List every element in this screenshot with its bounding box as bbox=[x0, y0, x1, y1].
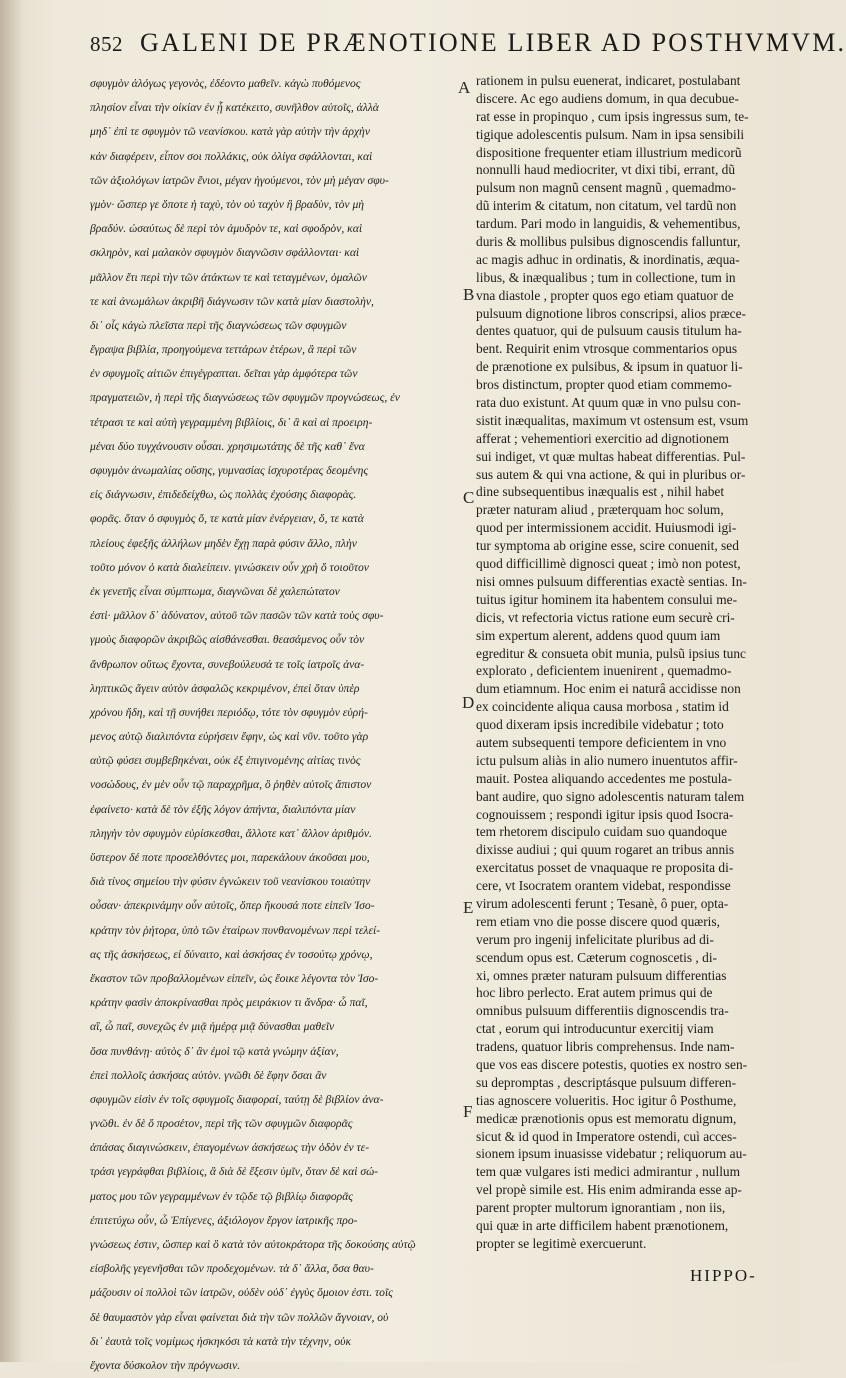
latin-text-line: dum etiamnum. Hoc enim ei naturâ accidisse non bbox=[476, 681, 741, 697]
latin-text-line: autem subsequenti tempore deficientem in vno bbox=[476, 734, 727, 750]
latin-text-line: duris & mollibus pulsibus dignoscendis falluntur, bbox=[476, 234, 741, 250]
greek-text-line: δι᾽ οἷς κἀγὼ πλεῖστα περὶ τῆς διαγνώσεως τῶν σφυγμῶν bbox=[90, 318, 347, 332]
greek-text-line: ας τῆς ἀσκήσεως, εἰ δύναιτο, καὶ ἀσκήσας ἐν τοσούτῳ χρόνῳ, bbox=[90, 947, 373, 961]
latin-text-line: sus autem & qui vna actione, & qui in pluribus or- bbox=[476, 466, 746, 482]
greek-text-line: διὰ τίνος σημείου τὴν φύσιν ἐγνώκειν τοῦ νεανίσκου τοιαύτην bbox=[90, 875, 371, 889]
latin-text-line: ctat , eorum qui introducuntur exercitij viam bbox=[476, 1021, 714, 1037]
margin-marker-f: F bbox=[463, 1102, 473, 1121]
latin-text-line: quod per intermissionem accidit. Huiusmodi igi- bbox=[476, 520, 737, 536]
greek-text-line: ἐπεὶ πολλοῖς ἀσκήσας αὐτὸν. γνῶθι δὲ ἔφην ὅσαι ἂν bbox=[90, 1068, 327, 1082]
latin-text-line: pulsuum dignotione libros conscripsi, alios præce- bbox=[476, 305, 747, 321]
greek-text-line: ὅσα πυνθάνῃ· αὐτὸς δ᾽ ἂν ἐμοὶ τῷ κατὰ γνώμην ἀξίαν, bbox=[90, 1044, 339, 1058]
margin-marker-c: C bbox=[463, 488, 475, 507]
greek-text-line: γμοὺς διαφορῶν ἀκριβῶς αἰσθάνεσθαι. θεασάμενος οὖν τὸν bbox=[90, 633, 365, 647]
greek-text-line: ἐπιτετύχω οὖν, ὦ Ἐπίγενες, ἀξιόλογον ἔργον ἰατρικῆς προ- bbox=[90, 1213, 358, 1227]
greek-text-line: φορᾶς. ὅταν ὁ σφυγμὸς ὅ, τε κατὰ μίαν ἐνέργειαν, ὅ, τε κατὰ bbox=[90, 512, 364, 526]
latin-text-line: rata duo existunt. At quum quæ in vno pulsu con- bbox=[476, 395, 741, 411]
latin-text-line: parent propter multorum ignorantiam , non iis, bbox=[476, 1200, 726, 1216]
spine-shadow bbox=[0, 0, 24, 1362]
latin-text-line: dixisse audiui ; qui quum rogaret an tribus annis bbox=[476, 842, 735, 858]
latin-text-line: explorato , deficientem inuenirent , quemadmo- bbox=[476, 663, 732, 679]
greek-text-line: αἳ, ὦ παῖ, συνεχῶς ἐν μιᾷ ἡμέρᾳ μιᾷ δύνασθαι μαθεῖν bbox=[90, 1020, 335, 1034]
latin-text-line: tardum. Pari modo in languidis, & vehementibus, bbox=[476, 216, 741, 232]
margin-marker-b: B bbox=[463, 285, 475, 304]
latin-text-line: virum adolescenti ferunt ; Tesanè, ô puer, opta- bbox=[476, 895, 729, 911]
greek-text-line: ληπτικῶς ἄγειν αὐτὸν ἀσφαλῶς κεκριμένον, ἐπεὶ ὅταν ὑπὲρ bbox=[90, 681, 360, 695]
greek-text-line: αὐτῷ φύσει συμβεβηκέναι, οὐκ ἐξ ἐπιγινομένης αἰτίας τινὸς bbox=[90, 754, 361, 768]
greek-text-line: δι᾽ ἑαυτὰ τοῖς νομίμως ἠσκηκόσι τὰ κατὰ τὴν τέχνην, οὐκ bbox=[90, 1334, 352, 1348]
running-title: GALENI DE PRÆNOTIONE LIBER AD POSTHVMVM. bbox=[140, 28, 846, 57]
latin-text-line: tigique adolescentis pulsum. Nam in ipsa sensibili bbox=[476, 126, 745, 142]
greek-text-line: ἔγραψα βιβλία, προηγούμενα τεττάρων ἑτέρων, ἃ περὶ τῶν bbox=[90, 343, 357, 357]
latin-text-line: sistit inæqualitas, maximum vt ostensum est, vsum bbox=[476, 412, 749, 428]
greek-text-line: εἰς διάγνωσιν, ἐπιδεδείχθω, ὡς πολλὰς ἐχούσης διαφορὰς. bbox=[90, 488, 357, 502]
latin-text-line: tias agnoscere volueritis. Hoc igitur ô Posthume, bbox=[476, 1092, 737, 1108]
margin-marker-d: D bbox=[462, 693, 475, 712]
latin-text-line: ex coincidente aliqua causa morbosa , statim id bbox=[476, 699, 729, 715]
latin-text-line: mauit. Postea aliquando accedentes me postula- bbox=[476, 770, 732, 786]
latin-text-line: libus, & inæqualibus ; tum in collectione, tum in bbox=[476, 269, 736, 285]
latin-text-line: rem etiam vno die posse discere quod quæris, bbox=[476, 913, 720, 929]
latin-text-line: rat esse in propinquo , cum ipsis ingressus sum, te- bbox=[476, 108, 749, 124]
greek-text-line: σφυγμὸν ἀλόγως γεγονὸς, ἐδέοντο μαθεῖν. κἀγὼ πυθόμενος bbox=[90, 77, 361, 90]
greek-text-line: πλησίον εἶναι τὴν οἰκίαν ἐν ᾗ κατέκειτο, συνῆλθον αὐτοῖς, ἀλλὰ bbox=[90, 101, 379, 115]
greek-text-line: σκληρὸν, καὶ μαλακὸν σφυγμὸν διαγνῶσιν σφάλλονται· καὶ bbox=[90, 246, 360, 260]
greek-text-line: οὖσαν· ἀπεκρινάμην οὖν αὐτοῖς, ὅπερ ἤκουσά ποτε εἰπεῖν Ἰσο- bbox=[90, 899, 375, 913]
greek-text-line: τοῦτο μόνον ὁ κατὰ διαλείπειν. γινώσκειν οὖν χρὴ ὅ τοιοῦτον bbox=[90, 560, 369, 574]
latin-text-line: omnibus pulsuum differentiis dignoscendis tra- bbox=[476, 1003, 729, 1019]
greek-text-line: κἀν διαφέρειν, εἶπον σοι πολλάκις, οὐκ ὀλίγα σφάλλονται, καὶ bbox=[90, 149, 373, 163]
latin-text-line: discere. Ac ego audiens domum, in qua decubue- bbox=[476, 90, 739, 106]
greek-text-line: γμὸν· ὥσπερ γε ὅποτε ἡ ταχὺ, τὸν οὐ ταχὺν ἢ βραδὺν, τὸν μὴ bbox=[90, 197, 365, 211]
greek-text-line: πλείους ἐφεξῆς ἀλλήλων μηδὲν ἔχῃ παρὰ φύσιν ἄλλο, πλὴν bbox=[90, 536, 357, 550]
latin-text-line: propter se legitimè exercuerunt. bbox=[476, 1235, 647, 1251]
latin-text-line: pulsum non magnũ censent magnũ , quemadmo- bbox=[476, 180, 736, 196]
latin-text-line: hoc libro perlecto. Erat autem primus qui de bbox=[476, 985, 713, 1001]
latin-text-line: sui indiget, vt quæ multas habeat differentias. Pul- bbox=[476, 448, 746, 464]
greek-text-line: ὕστερον δέ ποτε προσελθόντες μοι, παρεκάλουν ἀκοῦσαι μου, bbox=[90, 851, 370, 864]
latin-text-line: xi, omnes præter naturam pulsuum differentias bbox=[476, 967, 727, 983]
greek-text-line: ἔχοντα δύσκολον τὴν πρόγνωσιν. bbox=[90, 1358, 241, 1372]
latin-text-line: vna diastole , propter quos ego etiam quatuor de bbox=[476, 287, 734, 303]
greek-text-line: μᾶλλον ἔτι περὶ τὴν τῶν ἀτάκτων τε καὶ τεταγμένων, ὁμαλῶν bbox=[90, 270, 367, 284]
greek-text-line: τῶν ἀξιολόγων ἰατρῶν ἔνιοι, μέγαν ἡγούμενοι, τὸν μὴ μέγαν σφυ- bbox=[90, 173, 389, 187]
greek-text-line: ἐκ γενετῆς εἶναι σύμπτωμα, διαγνῶναι δὲ χαλεπώτατον bbox=[90, 584, 340, 598]
greek-text-line: ἕκαστον τῶν προβαλλομένων εἰπεῖν, ὡς ἔοικε λέγοντα τὸν Ἰσο- bbox=[90, 971, 379, 985]
latin-text-line: exercitatus posset de vnaquaque re proposita di- bbox=[476, 860, 734, 876]
greek-text-line: χρόνου ἤδη, καὶ τῇ συνήθει περιόδῳ, τότε τὸν σφυγμὸν εὑρή- bbox=[90, 705, 368, 719]
latin-text-line: vel propè simile est. His enim admiranda esse ap- bbox=[476, 1182, 742, 1198]
latin-text-line: ictu pulsum aliàs in alio numero inuentutos affir- bbox=[476, 752, 738, 768]
latin-text-line: ac magis adhuc in ordinatis, & inordinatis, æqua- bbox=[476, 251, 740, 267]
latin-text-line: cere, vt Isocratem orantem videbat, respondisse bbox=[476, 878, 731, 894]
greek-text-line: ἐστὶ· μᾶλλον δ᾽ ἀδύνατον, αὐτοῦ τῶν πασῶν τῶν κατὰ τοὺς σφυ- bbox=[90, 609, 384, 623]
greek-text-line: πληγὴν τὸν σφυγμὸν εὑρίσκεσθαι, ἄλλοτε κατ᾽ ἄλλον ἀριθμόν. bbox=[90, 826, 372, 840]
greek-text-line: ἐφαίνετο· κατὰ δὲ τὸν ἐξῆς λόγον ἀπήντα, διαλιπόντα μίαν bbox=[90, 802, 356, 816]
latin-text-line: tem quæ vulgares isti medici admirantur , nullum bbox=[476, 1164, 741, 1180]
latin-text-line: tem rhetorem discipulo cuidam suo quandoque bbox=[476, 824, 728, 840]
greek-text-line: ἐν σφυγμοῖς αἰτιῶν ἐπιγέγραπται. δεῖται γὰρ ἀμφότερα τῶν bbox=[90, 367, 358, 381]
latin-text-line: bent. Requirit enim vtrosque commentarios opus bbox=[476, 341, 738, 357]
page-header bbox=[0, 28, 846, 68]
greek-text-line: τράσι γεγράφθαι βιβλίοις, ἃ διὰ δὲ ἔξεσιν ὑμῖν, ὅταν δὲ καὶ σώ- bbox=[90, 1165, 379, 1179]
latin-text-line: que vos eas discere potestis, quoties ex nostro sen- bbox=[476, 1056, 748, 1072]
latin-text-line: dispositione frequenter etiam illustrium medicorũ bbox=[476, 144, 742, 160]
greek-text-line: μέναι δύο τυγχάνουσιν οὖσαι. χρησιμωτάτης δὲ τῆς καθ᾽ ἕνα bbox=[90, 439, 365, 453]
latin-text-line: medicæ prænotionis opus est memoratu dignum, bbox=[476, 1110, 737, 1126]
greek-text-line: μάζουσιν οἱ πολλοὶ τῶν ἰατρῶν, οὐδὲν οὐδ᾽ ἐγγὺς ὅμοιον ἐστι. τοῖς bbox=[90, 1286, 393, 1300]
latin-text-line: dentes quatuor, qui de pulsuum causis titulum ha- bbox=[476, 323, 742, 339]
latin-text-line: rationem in pulsu euenerat, indicaret, postulabant bbox=[476, 73, 741, 88]
greek-text-line: μενος αὐτῷ διαλιπόντα εὑρήσειν ἔφην, ὡς καὶ νῦν. τοῦτο γὰρ bbox=[90, 730, 369, 744]
latin-text-line: dine subsequentibus inæqualis est , nihil habet bbox=[476, 484, 725, 500]
page-number: 852 bbox=[90, 32, 123, 56]
greek-text-line: ἄνθρωπον οὕτως ἔχοντα, συνεβούλευσά τε τοῖς ἰατροῖς ἀνα- bbox=[90, 657, 365, 671]
latin-text-line: egreditur & consueta obit munia, pulsũ ipsius tunc bbox=[476, 645, 747, 661]
greek-text-line: γνώσεως ἐστιν, ὥσπερ καὶ ὃ κατὰ τὸν αὐτοκράτορα τῆς δοκούσης αὐτῷ bbox=[90, 1238, 416, 1251]
latin-text-line: su depromptas , descriptásque pulsuum differen- bbox=[476, 1074, 737, 1090]
margin-marker-e: E bbox=[463, 898, 474, 917]
latin-text-line: nisi omnes pulsuum differentias exactè sentias. In- bbox=[476, 573, 747, 589]
latin-text-line: tuitus igitur hominem ita habentem consului me- bbox=[476, 591, 738, 607]
greek-text-line: σφυγμὸν ἀνωμαλίας οὔσης, γυμνασίας ἰσχυροτέρας δεομένης bbox=[90, 464, 369, 477]
latin-text-line: sicut & id quod in Imperatore ostendi, cuì acces- bbox=[476, 1128, 737, 1144]
latin-text-line: cognouissem ; respondi igitur ipsis quod Isocra- bbox=[476, 806, 734, 822]
latin-text-line: bros distinctum, propter quod etiam commemo- bbox=[476, 377, 732, 393]
greek-text-column bbox=[90, 72, 462, 1378]
greek-text-line: ἁπάσας διαγινώσκειν, ἐπαγομένων ἀσκήσεως τὴν ὁδὸν ἐν τε- bbox=[90, 1141, 370, 1155]
greek-text-line: νοσώδους, ἐν μὲν οὖν τῷ παραχρῆμα, ὃ ῥηθὲν αὐτοῖς ἄπιστον bbox=[90, 778, 372, 792]
latin-text-line: de prænotione ex pulsibus, & ipsum in quatuor li- bbox=[476, 359, 743, 375]
latin-text-line: nonnulli haud mediocriter, vt dixi tibi, errant, dũ bbox=[476, 162, 736, 178]
margin-marker-a: A bbox=[458, 78, 471, 97]
latin-text-line: qui quæ in arte difficilem habent prænotionem, bbox=[476, 1218, 729, 1233]
greek-text-line: εἰσβολῆς γεγενῆσθαι τῶν προδεχομένων. τὰ δ᾽ ἄλλα, ὅσα θαυ- bbox=[90, 1262, 374, 1276]
greek-text-line: ματος μου τῶν γεγραμμένων ἐν τῷδε τῷ βιβλίῳ διαφορᾶς bbox=[90, 1189, 354, 1203]
latin-text-line: sim expertum alerent, addens quod quum iam bbox=[476, 627, 721, 643]
greek-text-line: κράτην φασὶν ἀποκρίνασθαι πρὸς μειράκιον τι ἄνδρα· ὦ παῖ, bbox=[90, 996, 368, 1010]
latin-text-line: dicis, vt refectoria victus ratione eum securè cri- bbox=[476, 609, 735, 625]
latin-text-line: verum pro ingenij infelicitate pluribus ad di- bbox=[476, 931, 714, 947]
greek-text-line: κράτην τὸν ῥήτορα, ὑπὸ τῶν ἑταίρων πυνθανομένων περὶ τελεί- bbox=[90, 923, 381, 937]
latin-text-line: sionem ipsum inuasisse videbatur ; reliquorum au- bbox=[476, 1146, 747, 1162]
latin-text-line: tur symptoma ab origine esse, scire conuenit, sed bbox=[476, 538, 739, 554]
latin-text-column bbox=[476, 72, 786, 1253]
greek-text-line: γνῶθι. ἐν δὲ ὅ προσέτον, περὶ τῆς τῶν σφυγμῶν διαφορᾶς bbox=[90, 1117, 353, 1131]
latin-text-line: afferat ; vehementiori exercitio ad dignotionem bbox=[476, 430, 729, 446]
greek-text-line: τέτρασι τε καὶ αὐτὴ γεγραμμένη βιβλίοις, δι᾽ ἃ καὶ αἱ προειρη- bbox=[90, 415, 373, 429]
greek-text-line: πραγματειῶν, ἡ περὶ τῆς διαγνώσεως τῶν σφυγμῶν προγνώσεως, ἐν bbox=[90, 391, 400, 405]
greek-text-line: δὲ θαυμαστὸν γὰρ εἶναι φαίνεται διὰ τὴν τῶν πολλῶν ἄγνοιαν, οὐ bbox=[90, 1310, 389, 1324]
greek-text-line: τε καὶ ἀνωμάλων ἀκριβῆ διάγνωσιν τῶν κατὰ μίαν διαστολὴν, bbox=[90, 294, 374, 308]
greek-text-line: μηδ᾽ ἐπὶ τε σφυγμὸν τῶ νεανίσκου. κατὰ γὰρ αὐτὴν τὴν ἀρχὴν bbox=[90, 125, 370, 139]
latin-text-line: bant audire, quo signo adolescentis naturam talem bbox=[476, 788, 745, 804]
latin-text-line: præter naturam aliud , præterquam hoc solum, bbox=[476, 502, 724, 518]
latin-text-line: quod dixeram ipsis incredibile videbatur ; toto bbox=[476, 717, 724, 733]
latin-text-line: tradens, quatuor libris comprehensus. Inde nam- bbox=[476, 1039, 735, 1055]
greek-text-line: βραδύν. ὡσαύτως δὲ περὶ τὸν ἀμυδρὸν τε, καὶ σφοδρὸν, καὶ bbox=[90, 222, 363, 236]
latin-text-line: dũ interim & citatum, non citatum, vel tardũ non bbox=[476, 198, 737, 214]
latin-text-line: scendum opus est. Cæterum cognoscetis , di- bbox=[476, 949, 717, 965]
greek-text-line: σφυγμῶν εἰσὶν ἐν τοῖς σφυγμοῖς διαφοραί, ταύτῃ δὲ βιβλίον ἀνα- bbox=[90, 1092, 384, 1106]
latin-text-line: quod difficillimè dignosci queat ; imò non potest, bbox=[476, 556, 741, 572]
catchword: HIPPO- bbox=[690, 1266, 757, 1285]
